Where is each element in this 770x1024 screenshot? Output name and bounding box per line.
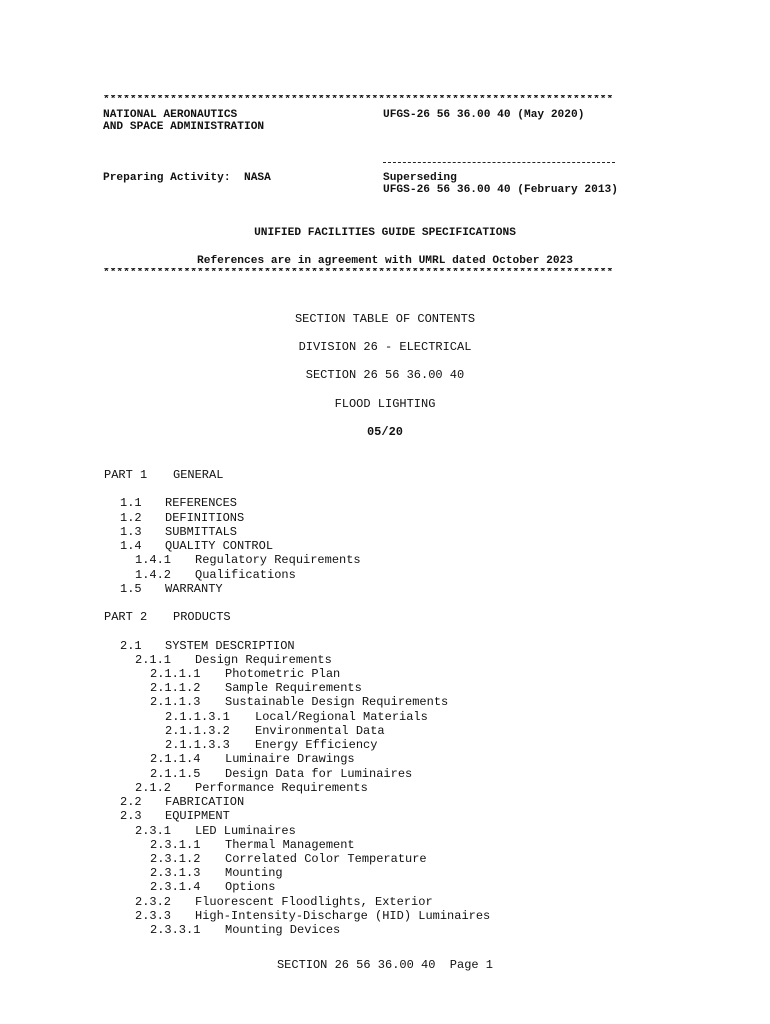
- toc-number: 2.1.1: [135, 653, 172, 667]
- section-date: 05/20: [366, 425, 403, 439]
- toc-item-2-3-1-4[interactable]: [150, 880, 276, 894]
- toc-label: LED Luminaires: [195, 824, 296, 838]
- toc-number: 2.1.1.3.3: [165, 738, 230, 752]
- toc-item-2-3-3-1[interactable]: [150, 923, 341, 937]
- toc-label: Local/Regional Materials: [255, 710, 428, 724]
- toc-label: Thermal Management: [225, 838, 355, 852]
- toc-number: 2.3.3.1: [150, 923, 201, 937]
- toc-item-2-2[interactable]: [120, 795, 245, 809]
- toc-number: 2.1.1.2: [150, 681, 201, 695]
- toc-item-1-1[interactable]: [120, 496, 238, 510]
- page-footer: SECTION 26 56 36.00 40 Page 1: [276, 958, 494, 972]
- toc-label: REFERENCES: [165, 496, 238, 510]
- toc-item-2-1-1-3-3[interactable]: [165, 738, 378, 752]
- toc-number: 2.3.1.2: [150, 852, 201, 866]
- guide-title: UNIFIED FACILITIES GUIDE SPECIFICATIONS: [254, 227, 516, 239]
- toc-number: 1.4.2: [135, 568, 172, 582]
- toc-item-2-3-2[interactable]: [135, 895, 433, 909]
- toc-item-2-1-1-3-1[interactable]: [165, 710, 428, 724]
- toc-label: Sample Requirements: [225, 681, 362, 695]
- toc-item-2-1-1-2[interactable]: [150, 681, 362, 695]
- toc-item-part-2[interactable]: [104, 610, 231, 624]
- toc-label: Regulatory Requirements: [195, 553, 361, 567]
- toc-label: Qualifications: [195, 568, 296, 582]
- toc-item-2-3-1-1[interactable]: [150, 838, 355, 852]
- toc-label: Mounting: [225, 866, 283, 880]
- toc-number: 2.3.2: [135, 895, 172, 909]
- toc-item-2-1-1-1[interactable]: [150, 667, 341, 681]
- toc-number: PART 2: [104, 610, 148, 624]
- toc-item-1-4-2[interactable]: [135, 568, 296, 582]
- header-bottom-rule: ****************************************************************************: [103, 268, 614, 279]
- toc-number: 2.3.1.1: [150, 838, 201, 852]
- toc-label: Environmental Data: [255, 724, 385, 738]
- superseded-spec: UFGS-26 56 36.00 40 (February 2013): [383, 184, 618, 196]
- toc-number: 2.1.1.3: [150, 695, 201, 709]
- toc-number: 2.1.1.5: [150, 767, 201, 781]
- toc-number: 1.3: [120, 525, 142, 539]
- toc-label: Energy Efficiency: [255, 738, 378, 752]
- toc-label: Mounting Devices: [225, 923, 341, 937]
- superseding-rule: [383, 162, 615, 163]
- toc-item-2-3-3[interactable]: [135, 909, 491, 923]
- toc-label: Design Data for Luminaires: [225, 767, 413, 781]
- toc-item-1-4[interactable]: [120, 539, 274, 553]
- toc-item-1-4-1[interactable]: [135, 553, 361, 567]
- toc-item-2-3-1-3[interactable]: [150, 866, 283, 880]
- toc-label: DEFINITIONS: [165, 511, 245, 525]
- toc-label: GENERAL: [173, 468, 224, 482]
- toc-number: 2.3.3: [135, 909, 172, 923]
- toc-title: SECTION TABLE OF CONTENTS: [294, 312, 476, 326]
- toc-item-1-3[interactable]: [120, 525, 238, 539]
- toc-item-2-1-1-3[interactable]: [150, 695, 449, 709]
- references-note: References are in agreement with UMRL dated October 2023: [197, 255, 573, 267]
- toc-number: 2.1.1.3.1: [165, 710, 230, 724]
- toc-label: High-Intensity-Discharge (HID) Luminaires: [195, 909, 491, 923]
- toc-label: Fluorescent Floodlights, Exterior: [195, 895, 433, 909]
- toc-number: 2.1.1.4: [150, 752, 201, 766]
- toc-number: 1.5: [120, 582, 142, 596]
- toc-number: 1.1: [120, 496, 142, 510]
- toc-item-2-1-1-4[interactable]: [150, 752, 355, 766]
- spec-id: UFGS-26 56 36.00 40 (May 2020): [383, 109, 585, 121]
- header-top-rule: ****************************************************************************: [103, 95, 614, 106]
- toc-label: SUBMITTALS: [165, 525, 238, 539]
- toc-number: 2.3.1.3: [150, 866, 201, 880]
- toc-number: 2.3.1: [135, 824, 172, 838]
- toc-label: EQUIPMENT: [165, 809, 230, 823]
- toc-label: QUALITY CONTROL: [165, 539, 274, 553]
- toc-label: Correlated Color Temperature: [225, 852, 427, 866]
- toc-item-2-1-1-3-2[interactable]: [165, 724, 385, 738]
- toc-label: SYSTEM DESCRIPTION: [165, 639, 295, 653]
- toc-item-1-5[interactable]: [120, 582, 223, 596]
- toc-number: 1.4: [120, 539, 142, 553]
- toc-number: 2.2: [120, 795, 142, 809]
- toc-label: PRODUCTS: [173, 610, 231, 624]
- toc-item-2-1[interactable]: [120, 639, 295, 653]
- toc-label: WARRANTY: [165, 582, 223, 596]
- toc-label: Performance Requirements: [195, 781, 368, 795]
- toc-label: FABRICATION: [165, 795, 245, 809]
- toc-label: Sustainable Design Requirements: [225, 695, 449, 709]
- toc-number: 2.1.2: [135, 781, 172, 795]
- toc-number: 2.1.1.1: [150, 667, 201, 681]
- toc-item-2-1-1[interactable]: [135, 653, 332, 667]
- toc-item-2-3-1[interactable]: [135, 824, 296, 838]
- toc-label: Design Requirements: [195, 653, 332, 667]
- superseding-label: Superseding: [383, 172, 457, 184]
- toc-number: 2.1.1.3.2: [165, 724, 230, 738]
- subject-title: FLOOD LIGHTING: [334, 397, 436, 411]
- org-name-line2: AND SPACE ADMINISTRATION: [103, 121, 265, 133]
- toc-item-part-1[interactable]: [104, 468, 224, 482]
- toc-number: 1.4.1: [135, 553, 172, 567]
- toc-item-1-2[interactable]: [120, 511, 245, 525]
- section-title: SECTION 26 56 36.00 40: [305, 368, 465, 382]
- division-title: DIVISION 26 - ELECTRICAL: [298, 340, 472, 354]
- toc-number: 1.2: [120, 511, 142, 525]
- toc-item-2-1-2[interactable]: [135, 781, 368, 795]
- toc-item-2-1-1-5[interactable]: [150, 767, 413, 781]
- toc-item-2-3-1-2[interactable]: [150, 852, 427, 866]
- org-name-line1: NATIONAL AERONAUTICS: [103, 109, 238, 121]
- toc-label: Photometric Plan: [225, 667, 341, 681]
- toc-label: Options: [225, 880, 276, 894]
- toc-number: 2.3.1.4: [150, 880, 201, 894]
- toc-label: Luminaire Drawings: [225, 752, 355, 766]
- preparing-activity: Preparing Activity: NASA: [103, 172, 271, 184]
- toc-item-2-3[interactable]: [120, 809, 230, 823]
- toc-number: 2.1: [120, 639, 142, 653]
- toc-number: 2.3: [120, 809, 142, 823]
- toc-number: PART 1: [104, 468, 148, 482]
